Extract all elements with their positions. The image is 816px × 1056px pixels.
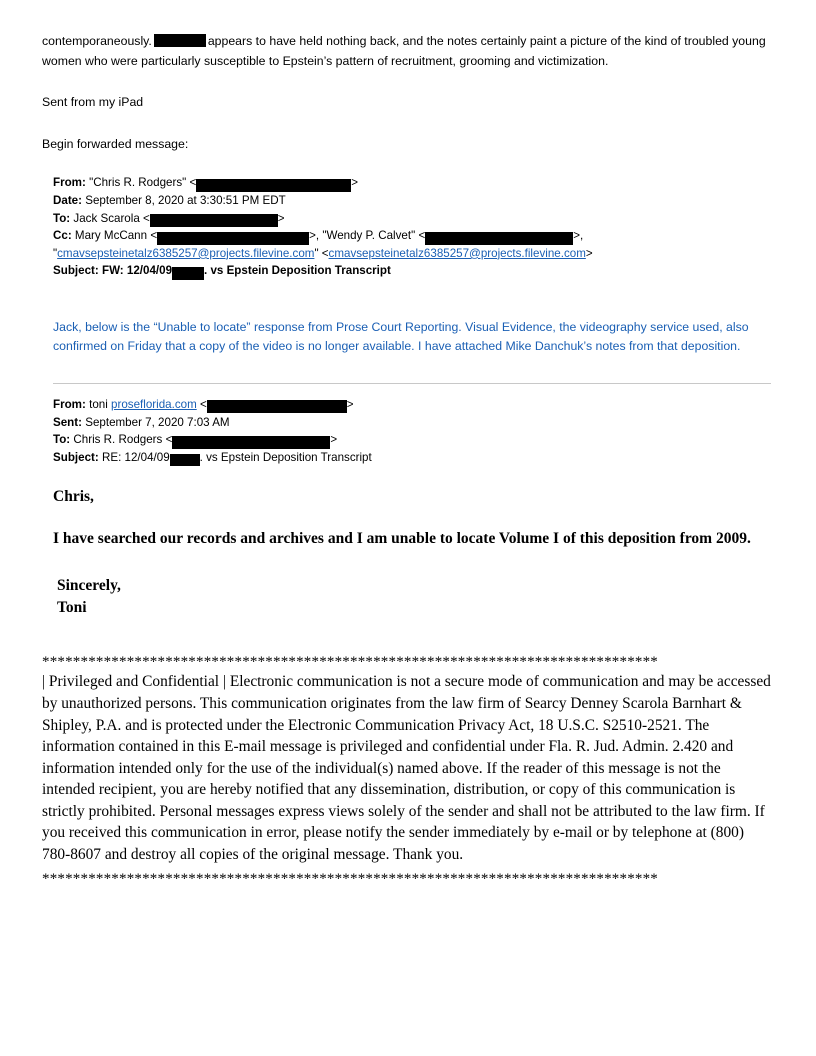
subject-label-2: Subject: — [53, 450, 99, 464]
intro-paragraph — [42, 32, 772, 71]
subject-label: Subject: — [53, 264, 99, 278]
from-value: "Chris R. Rodgers" — [89, 176, 187, 190]
redaction-email-to — [150, 214, 278, 227]
cc-label: Cc: — [53, 229, 72, 243]
redaction-email-from — [196, 179, 351, 192]
date-label: Date: — [53, 193, 82, 207]
footer-star-divider-bottom: ******************************************************************************** — [42, 871, 658, 886]
cc-angle-close: > — [585, 246, 593, 260]
cc-quote-close: " < — [314, 246, 329, 260]
intro-text-after-redaction: appears to have held nothing back, and the notes certainly paint a picture of the kind of troubled young women who were particularly susceptible to Epstein’s pattern of recruitment, grooming and victimization. — [42, 34, 766, 68]
redaction-block-name — [154, 34, 206, 47]
angle-close-4: > — [573, 229, 581, 243]
redaction-email-cc-2 — [425, 232, 573, 245]
angle-close-3: > — [309, 229, 316, 243]
redaction-email-to-2 — [172, 436, 330, 449]
sent-value: September 7, 2020 7:03 AM — [85, 415, 230, 429]
angle-open-5: < — [199, 397, 207, 411]
cc-comma-1: , — [315, 229, 320, 243]
cc-comma-2: , — [580, 229, 584, 243]
subject-prefix-2: RE: 12/04/09 — [101, 450, 170, 464]
cc-quote-open: " — [53, 246, 58, 260]
reply-message — [53, 487, 772, 619]
redaction-subject-name-2 — [170, 454, 200, 466]
header-subject-line — [53, 262, 772, 280]
sent-from-signature: Sent from my iPad — [42, 95, 144, 110]
header-cc-line — [53, 227, 772, 262]
to-value: Jack Scarola — [73, 211, 140, 225]
email-header-block-2 — [53, 396, 772, 466]
redaction-email-from-2 — [207, 400, 347, 413]
subject-suffix-2: . vs Epstein Deposition Transcript — [199, 450, 372, 464]
angle-close-6: > — [330, 433, 338, 447]
subject-prefix: FW: 12/04/09 — [101, 264, 173, 278]
angle-close-1: > — [351, 176, 359, 190]
angle-open-4: < — [418, 229, 426, 243]
email-header-block-1 — [53, 174, 772, 280]
from-label: From: — [53, 176, 86, 190]
header-to-line — [53, 210, 772, 228]
cc-email-link-1[interactable]: cmavsepsteinetalz6385257@projects.filevine.com — [57, 246, 315, 260]
reply-closing: Sincerely, — [57, 577, 121, 595]
cc-value-2: "Wendy P. Calvet" — [322, 229, 416, 243]
subject-suffix: . vs Epstein Deposition Transcript — [204, 264, 391, 278]
footer-disclaimer: | Privileged and Confidential | Electronic communication is not a secure mode of communication and may be accessed by unauthorized persons. This communication originates from the law firm of Searcy Denney Scarola Barnhart & Shipley, P.A. and is protected under the Electronic Communication Privacy Act, 18 U.S.C. S2510-2521. The information contained in this E-mail message is privileged and confidential under Fla. R. Jud. Admin. 2.420 and information intended only for the use of the individual(s) named above. If the reader of this message is not the intended recipient, you are hereby notified that any dissemination, distribution, or copy of this communication is strictly prohibited. Personal messages express views solely of the sender and shall not be attributed to the law firm. If you received this communication in error, please notify the sender immediately by e-mail or by telephone at (800) 780-8607 and destroy all copies of the original message. Thank you. — [42, 673, 771, 864]
from-label-2: From: — [53, 397, 86, 411]
header-date-line — [53, 192, 772, 210]
redaction-email-cc-1 — [157, 232, 309, 245]
document-content — [42, 32, 772, 886]
cc-value-1: Mary McCann — [74, 229, 148, 243]
header2-subject-line — [53, 449, 772, 467]
from-value-2: toni — [89, 397, 108, 411]
forwarded-message-body: Jack, below is the “Unable to locate” response from Prose Court Reporting. Visual Evidence, the videography service used, also confirmed on Friday that a copy of the video is no longer available. I have attached Mike Danchuk’s notes from that deposition. — [53, 319, 749, 354]
angle-open-6: < — [165, 433, 173, 447]
angle-close-5: > — [346, 397, 354, 411]
header2-from-line — [53, 396, 772, 414]
angle-open-2: < — [143, 211, 150, 225]
angle-open-3: < — [150, 229, 158, 243]
date-value: September 8, 2020 at 3:30:51 PM EDT — [85, 193, 286, 207]
from-domain-link[interactable]: proseflorida.com — [111, 397, 197, 411]
header2-to-line — [53, 431, 772, 449]
reply-signature: Toni — [57, 599, 87, 617]
to-label-2: To: — [53, 433, 71, 447]
header-from-line — [53, 174, 772, 192]
begin-forwarded-label: Begin forwarded message: — [42, 136, 189, 151]
redaction-subject-name — [172, 267, 204, 280]
cc-email-link-2[interactable]: cmavsepsteinetalz6385257@projects.filevine.com — [328, 246, 586, 260]
to-value-2: Chris R. Rodgers — [73, 433, 163, 447]
reply-greeting: Chris, — [53, 488, 94, 506]
message-divider — [53, 383, 771, 384]
footer-star-divider-top: ******************************************************************************** — [42, 655, 658, 670]
header2-sent-line — [53, 414, 772, 432]
to-label: To: — [53, 211, 71, 225]
angle-close-2: > — [277, 211, 285, 225]
intro-text-before-redaction: contemporaneously. — [42, 34, 152, 48]
angle-open-1: < — [189, 176, 197, 190]
sent-label: Sent: — [53, 415, 82, 429]
reply-body: I have searched our records and archives and I am unable to locate Volume I of this deposition from 2009. — [53, 530, 751, 548]
